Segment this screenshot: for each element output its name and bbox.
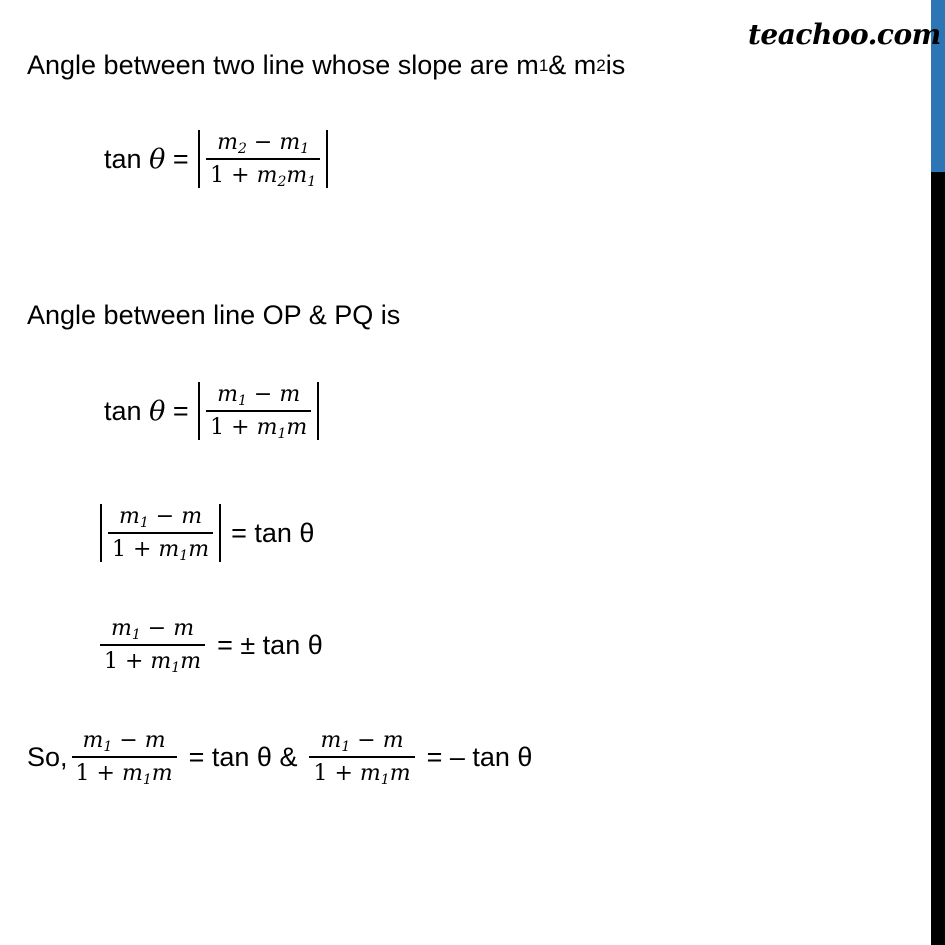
op-pq-intro-text: Angle between line OP & PQ is — [27, 300, 401, 330]
fraction-denominator: $1 + m_1m$ — [313, 760, 411, 788]
angle-formula-op-pq: tan θ = $\frac{m_1 - m}{1 + m_1m}$ — [104, 382, 321, 440]
fraction-numerator: $m_1 - m$ — [82, 728, 166, 755]
fraction — [72, 728, 177, 786]
fraction — [108, 504, 213, 562]
fraction — [309, 728, 414, 786]
absolute-value — [196, 130, 330, 188]
fraction-denominator: $1 + m_1m$ — [104, 648, 202, 676]
absolute-value — [196, 382, 321, 440]
right-edge-bar — [931, 0, 945, 945]
fraction-numerator: $m_1 - m$ — [217, 382, 301, 409]
angle-formula-general: tan θ = $\frac{m_2 - m_1}{1 + m_2m_1}$ — [104, 130, 330, 188]
fraction-numerator: $m_1 - m$ — [111, 616, 195, 643]
teachoo-logo: teachoo.com — [748, 18, 941, 51]
fraction — [206, 130, 320, 188]
plus-minus-tan: $\frac{m_1 - m}{1 + m_1m}$ = ± tan θ — [96, 616, 323, 674]
fraction-numerator: $m_1 - m$ — [119, 504, 203, 531]
fraction — [206, 382, 311, 440]
fraction-denominator: $1 + m_1m$ — [112, 536, 210, 564]
fraction-numerator: $m_2 - m_1$ — [217, 130, 310, 157]
fraction-denominator: $1 + m_1m$ — [210, 414, 308, 442]
fraction-denominator: $1 + m_1m$ — [75, 760, 173, 788]
abs-equals-tan: $\frac{m_1 - m}{1 + m_1m}$ = tan θ — [98, 504, 314, 562]
fraction — [100, 616, 205, 674]
two-cases: So, $\frac{m_1 - m}{1 + m_1m}$ = tan θ & $\frac{m_1 - m}{1 + m_1m}$ = – tan θ — [27, 728, 533, 788]
fraction-denominator: $1 + m_2m_1$ — [210, 162, 317, 190]
fraction-numerator: $m_1 - m$ — [320, 728, 404, 755]
absolute-value — [98, 504, 223, 562]
slope-intro-text: Angle between two line whose slope are m 1 & m 2 is — [27, 50, 626, 80]
